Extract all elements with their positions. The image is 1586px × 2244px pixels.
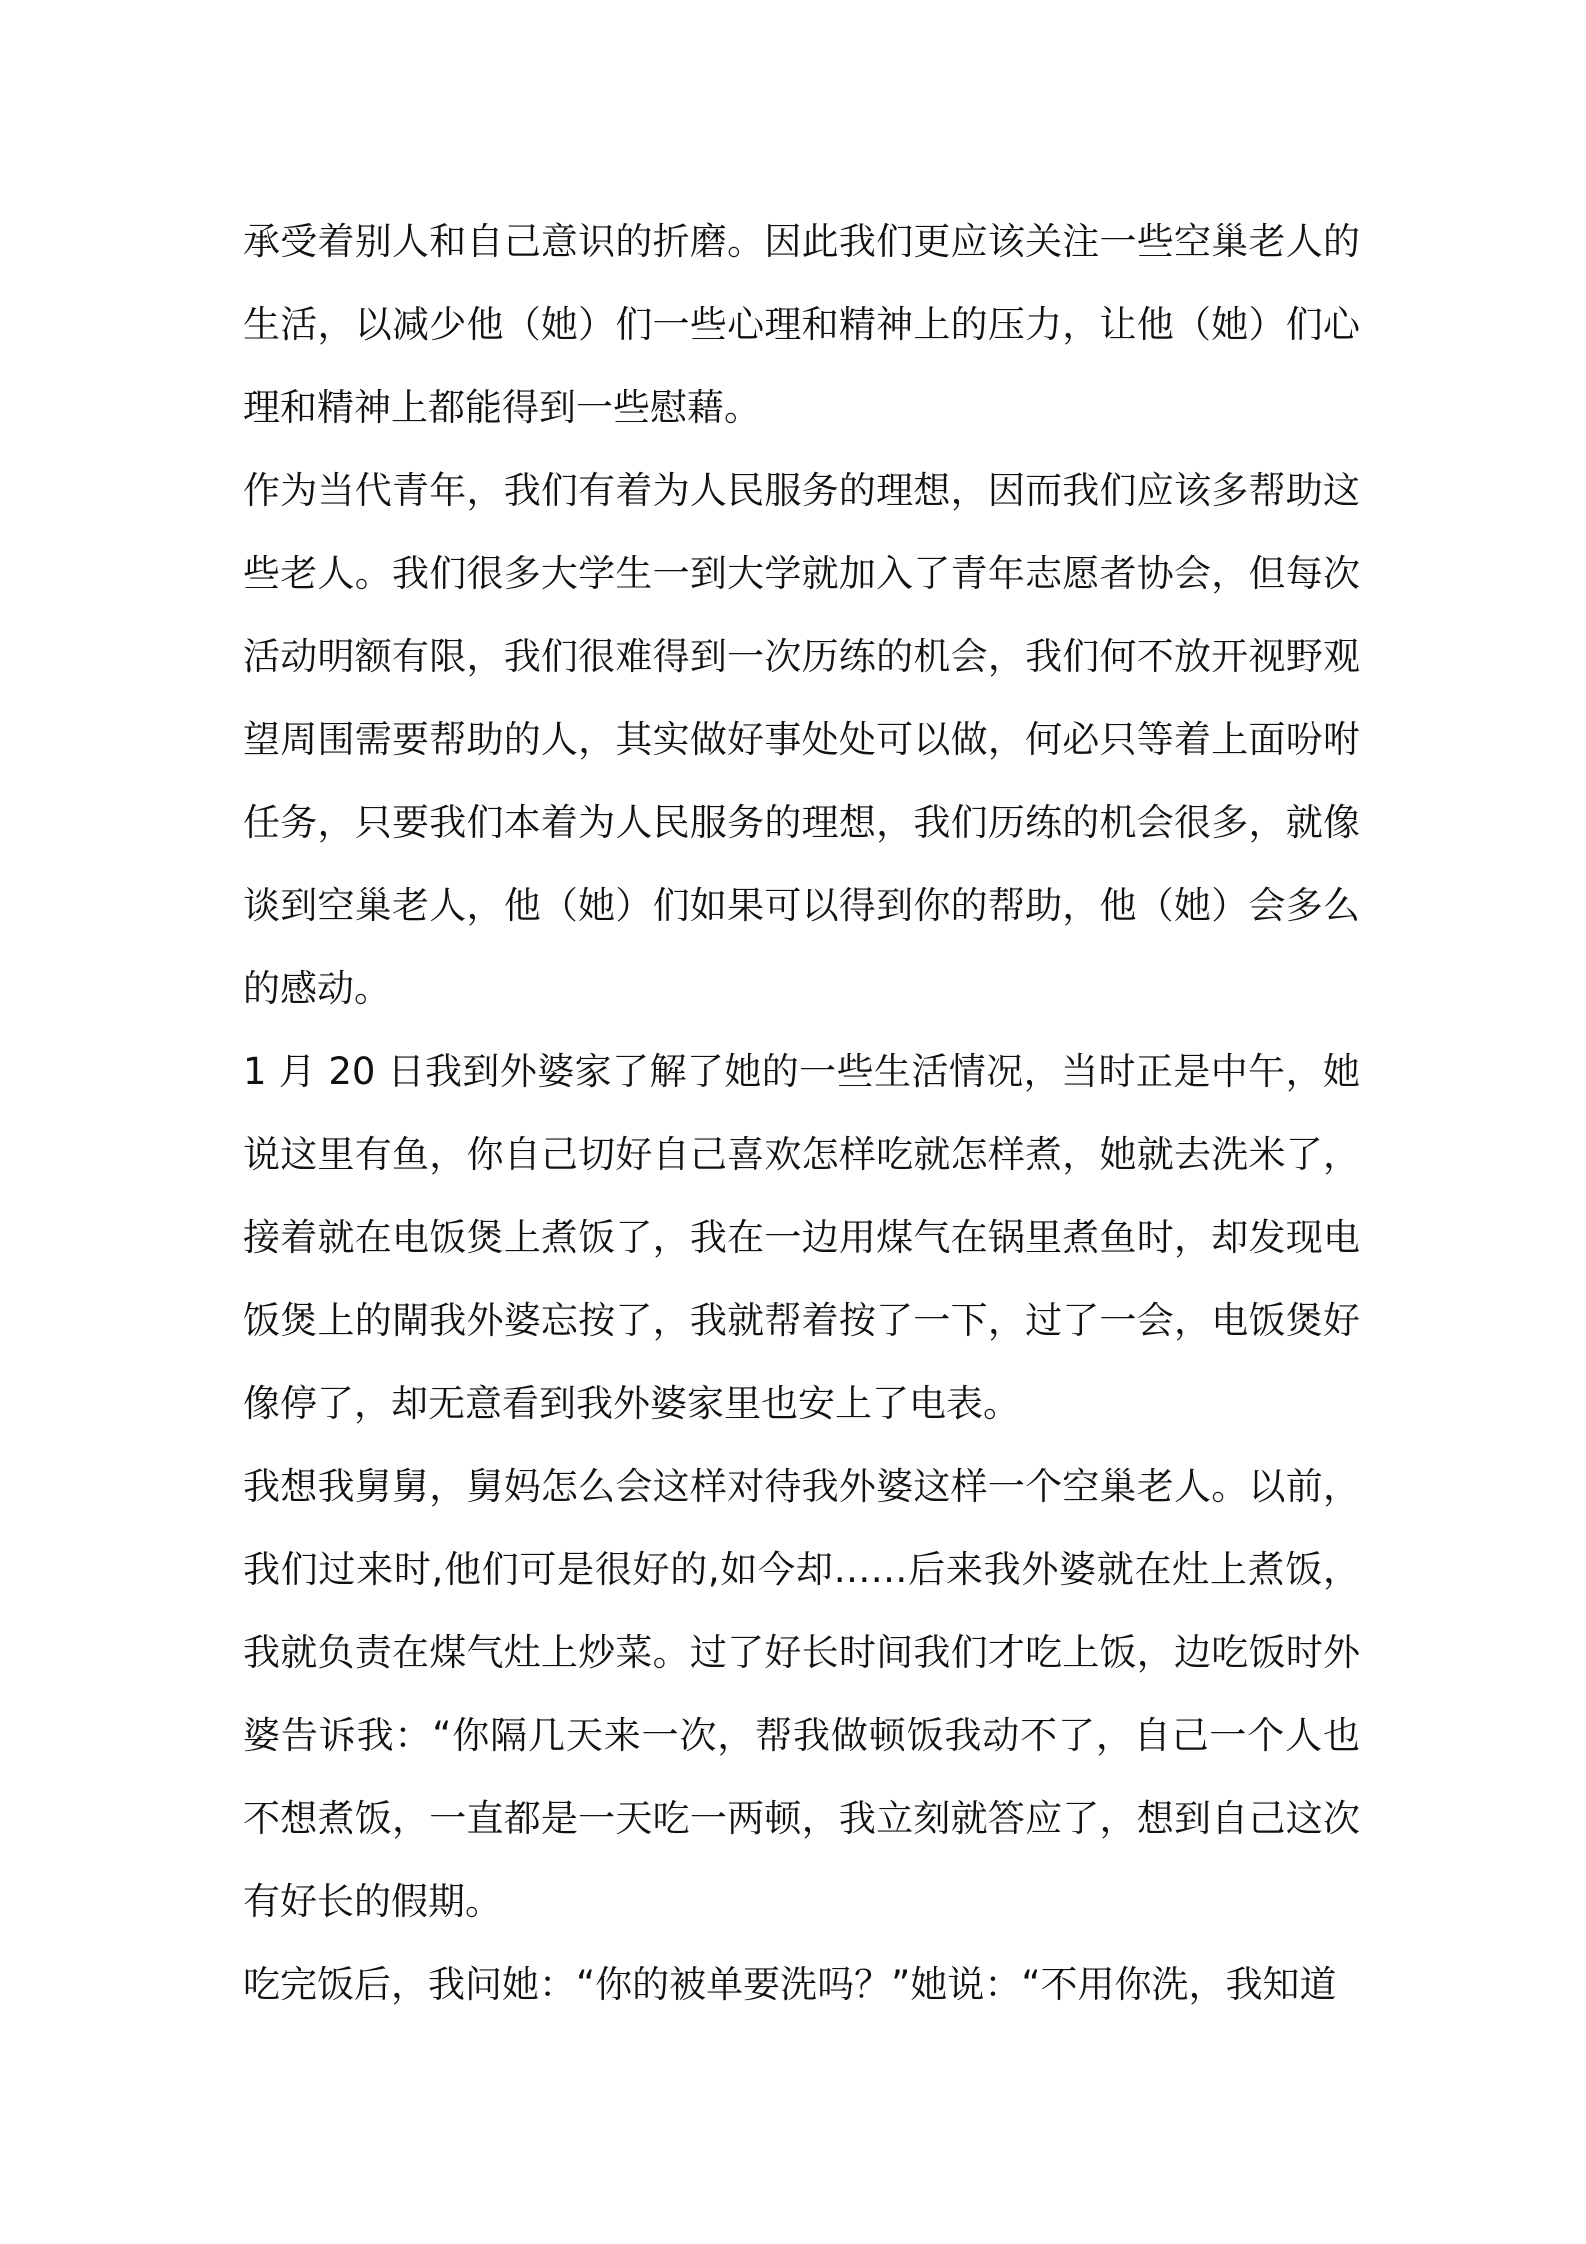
paragraph-5: 吃完饭后，我问她：“你的被单要洗吗？”她说：“不用你洗，我知道: [243, 1963, 1337, 2006]
paragraph-1: 承受着别人和自己意识的折磨。因此我们更应该关注一些空巢老人的生活，以减少他（她）们一些心理和精神上的压力，让他（她）们心理和精神上都能得到一些慰藉。: [243, 220, 1360, 429]
paragraph-3: 1 月 20 日我到外婆家了解了她的一些生活情况，当时正是中午，她说这里有鱼，你自己切好自己喜欢怎样吃就怎样煮，她就去洗米了，接着就在电饭煲上煮饭了，我在一边用煤气在锅里煮鱼时，却发现电饭煲上的閘我外婆忘按了，我就帮着按了一下，过了一会，电饭煲好像停了，却无意看到我外婆家里也安上了电表。: [243, 1050, 1360, 1425]
body-text: [243, 200, 1360, 2026]
paragraph-2: 作为当代青年，我们有着为人民服务的理想，因而我们应该多帮助这些老人。我们很多大学生一到大学就加入了青年志愿者协会，但每次活动明额有限，我们很难得到一次历练的机会，我们何不放开视野观望周围需要帮助的人，其实做好事处处可以做，何必只等着上面吩咐任务，只要我们本着为人民服务的理想，我们历练的机会很多，就像谈到空巢老人，他（她）们如果可以得到你的帮助，他（她）会多么的感动。: [243, 469, 1360, 1010]
paragraph-4: 我想我舅舅，舅妈怎么会这样对待我外婆这样一个空巢老人。以前，我们过来时,他们可是很好的,如今却……后来我外婆就在灶上煮饭，我就负责在煤气灶上炒菜。过了好长时间我们才吃上饭，边吃饭时外婆告诉我：“你隔几天来一次，帮我做顿饭我动不了，自己一个人也不想煮饭，一直都是一天吃一两顿，我立刻就答应了，想到自己这次有好长的假期。: [243, 1465, 1360, 1923]
